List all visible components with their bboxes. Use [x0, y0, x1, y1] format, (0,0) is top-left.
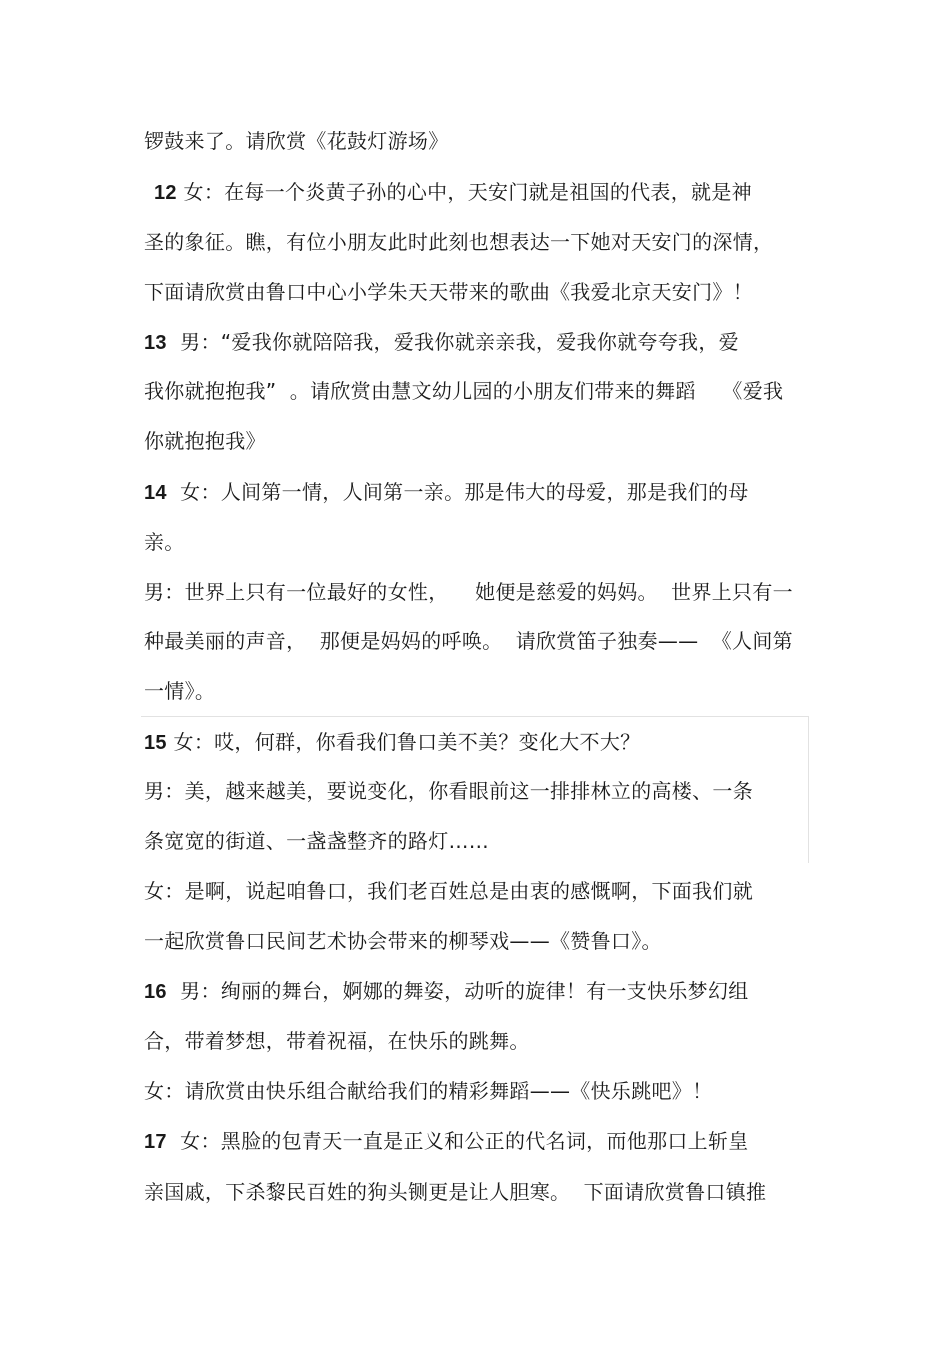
- text-line: 亲国戚，下杀黎民百姓的狗头铡更是让人胆寒。 下面请欣赏鲁口镇推: [144, 1180, 767, 1204]
- text-line: 条宽宽的街道、一盏盏整齐的路灯……: [144, 829, 490, 853]
- text-line: 14 女：人间第一情，人间第一亲。那是伟大的母爱，那是我们的母: [144, 480, 749, 504]
- text-line: 16 男：绚丽的舞台，婀娜的舞姿，动听的旋律！有一支快乐梦幻组: [144, 979, 749, 1003]
- text-line: 锣鼓来了。请欣赏《花鼓灯游场》: [144, 129, 449, 153]
- text-line: 15 女：哎，何群，你看我们鲁口美不美？变化大不大？: [144, 730, 641, 754]
- text-line: 一起欣赏鲁口民间艺术协会带来的柳琴戏——《赞鲁口》。: [144, 929, 662, 953]
- text-line: 男：世界上只有一位最好的女性， 她便是慈爱的妈妈。 世界上只有一: [144, 580, 793, 604]
- text-line: 我你就抱抱我” 。请欣赏由慧文幼儿园的小朋友们带来的舞蹈 《爱我: [144, 379, 784, 403]
- text-line: 你就抱抱我》: [144, 429, 266, 453]
- text-line: 男：美，越来越美，要说变化，你看眼前这一排排林立的高楼、一条: [144, 779, 753, 803]
- text-line: 亲。: [144, 530, 185, 554]
- text-line: 圣的象征。瞧，有位小朋友此时此刻也想表达一下她对天安门的深情，: [144, 230, 774, 254]
- text-line: 12 女：在每一个炎黄子孙的心中，天安门就是祖国的代表，就是神: [154, 180, 752, 204]
- text-line: 合，带着梦想，带着祝福，在快乐的跳舞。: [144, 1029, 530, 1053]
- text-line: 17 女：黑脸的包青天一直是正义和公正的代名词，而他那口上斩皇: [144, 1129, 749, 1153]
- text-line: 种最美丽的声音， 那便是妈妈的呼唤。 请欣赏笛子独奏—— 《人间第: [144, 629, 793, 653]
- text-line: 13 男：“爱我你就陪陪我，爱我你就亲亲我，爱我你就夸夸我，爱: [144, 330, 739, 354]
- text-line: 女：请欣赏由快乐组合献给我们的精彩舞蹈——《快乐跳吧》！: [144, 1079, 713, 1103]
- text-line: 一情》。: [144, 679, 216, 703]
- text-line: 女：是啊，说起咱鲁口，我们老百姓总是由衷的感慨啊，下面我们就: [144, 879, 753, 903]
- text-line: 下面请欣赏由鲁口中心小学朱天天带来的歌曲《我爱北京天安门》！: [144, 280, 753, 304]
